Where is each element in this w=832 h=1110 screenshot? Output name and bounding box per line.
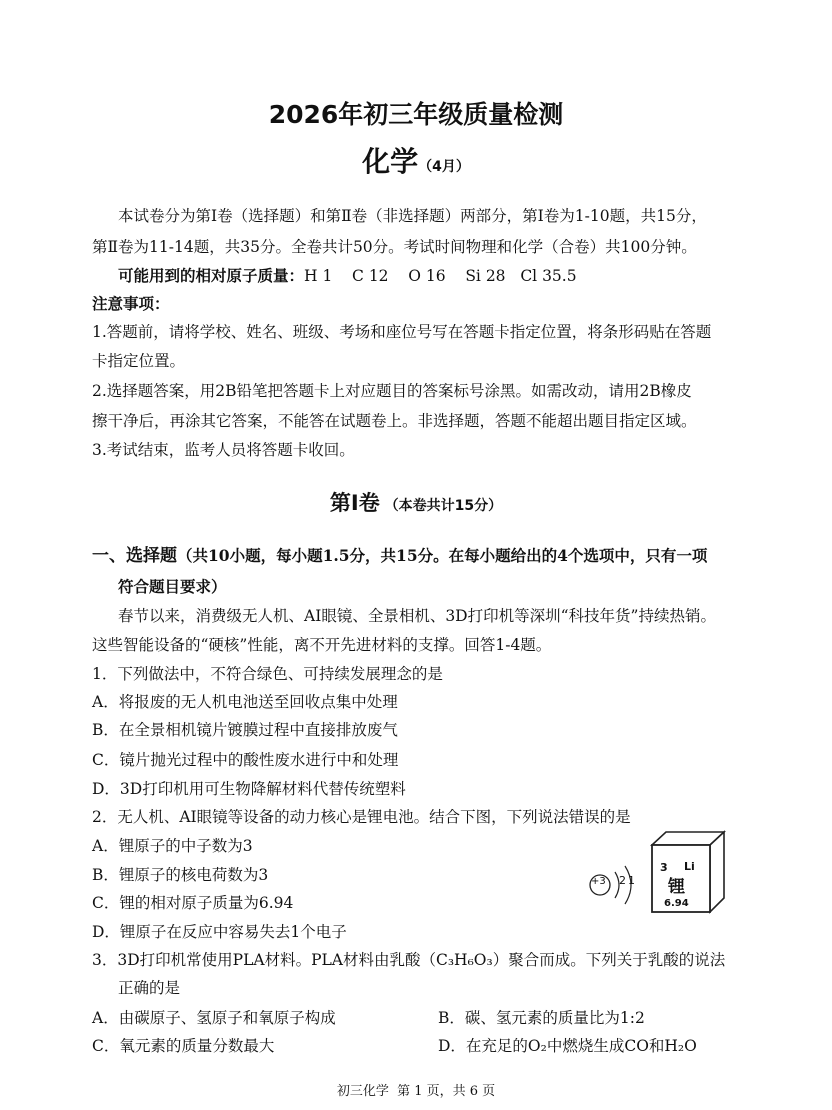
note-1b: 卡指定位置。	[92, 352, 186, 370]
shell-2-count: 1	[628, 874, 635, 887]
q3-option-c: C．氧元素的质量分数最大	[92, 1037, 275, 1055]
q2-option-a: A．锂原子的中子数为3	[92, 837, 253, 855]
section-title: 第Ⅰ卷	[329, 491, 380, 515]
atomic-mass-line	[118, 266, 577, 286]
q1-option-a: A．将报废的无人机电池送至回收点集中处理	[92, 693, 398, 711]
part1-heading	[92, 546, 707, 566]
q3-stem-a: 3．3D打印机常使用PLA材料。PLA材料由乳酸（C₃H₆O₃）聚合而成。下列关于乳酸的说法	[92, 951, 726, 969]
element-number: 3	[660, 861, 668, 874]
q1-option-b: B．在全景相机镜片镀膜过程中直接排放废气	[92, 721, 398, 739]
q3-option-d: D．在充足的O₂中燃烧生成CO和H₂O	[438, 1037, 697, 1055]
page-footer: 初三化学 第 1 页，共 6 页	[336, 1084, 496, 1099]
q2-option-b: B．锂原子的核电荷数为3	[92, 866, 269, 884]
intro-line-1: 本试卷分为第Ⅰ卷（选择题）和第Ⅱ卷（非选择题）两部分，第Ⅰ卷为1-10题，共15分，	[118, 207, 707, 225]
subject-heading	[0, 145, 832, 178]
intro-line-2: 第Ⅱ卷为11-14题，共35分。全卷共计50分。考试时间物理和化学（合卷）共100分钟。	[92, 238, 697, 256]
passage-line-2: 这些智能设备的“硬核”性能，离不开先进材料的支撑。回答1-4题。	[92, 636, 552, 654]
q2-option-c: C．锂的相对原子质量为6.94	[92, 894, 294, 912]
note-2a: 2.选择题答案，用2B铅笔把答题卡上对应题目的答案标号涂黑。如需改动，请用2B橡皮	[92, 382, 692, 400]
q3-stem-b: 正确的是	[118, 979, 181, 997]
notes-heading: 注意事项：	[92, 295, 170, 313]
element-mass: 6.94	[664, 898, 689, 909]
element-symbol: Li	[684, 860, 695, 873]
shell-1-count: 2	[619, 874, 626, 887]
section-note: （本卷共计15分）	[384, 498, 503, 514]
part1-label: 一、选择题	[92, 546, 177, 566]
section-heading	[0, 493, 832, 516]
q1-stem: 1．下列做法中，不符合绿色、可持续发展理念的是	[92, 665, 443, 683]
q2-stem: 2．无人机、AI眼镜等设备的动力核心是锂电池。结合下图，下列说法错误的是	[92, 808, 631, 826]
nucleus-charge: +3	[591, 876, 606, 887]
part1-desc-cont: 符合题目要求）	[118, 577, 227, 596]
note-3: 3.考试结束，监考人员将答题卡收回。	[92, 441, 355, 459]
atomic-mass-values: H 1 C 12 O 16 Si 28 Cl 35.5	[304, 267, 577, 285]
note-1a: 1.答题前，请将学校、姓名、班级、考场和座位号写在答题卡指定位置，将条形码贴在答题	[92, 323, 712, 341]
part1-desc: （共10小题，每小题1.5分，共15分。在每小题给出的4个选项中，只有一项	[177, 546, 708, 565]
subject-month: （4月）	[418, 159, 470, 175]
q2-option-d: D．锂原子在反应中容易失去1个电子	[92, 923, 347, 941]
q1-option-d: D．3D打印机用可生物降解材料代替传统塑料	[92, 780, 406, 798]
atomic-mass-label: 可能用到的相对原子质量：	[118, 266, 305, 285]
q3-option-b: B．碳、氢元素的质量比为1:2	[438, 1009, 645, 1027]
passage-line-1: 春节以来，消费级无人机、AI眼镜、全景相机、3D打印机等深圳“科技年货”持续热销。	[118, 607, 716, 625]
exam-title: 2026年初三年级质量检测	[268, 100, 564, 129]
subject-name: 化学	[362, 145, 419, 178]
element-name: 锂	[668, 877, 685, 897]
q3-option-a: A．由碳原子、氢原子和氧原子构成	[92, 1009, 336, 1027]
note-2b: 擦干净后，再涂其它答案，不能答在试题卷上。非选择题，答题不能超出题目指定区域。	[92, 412, 697, 430]
tile-side-face	[710, 832, 724, 912]
q1-option-c: C．镜片抛光过程中的酸性废水进行中和处理	[92, 751, 399, 769]
